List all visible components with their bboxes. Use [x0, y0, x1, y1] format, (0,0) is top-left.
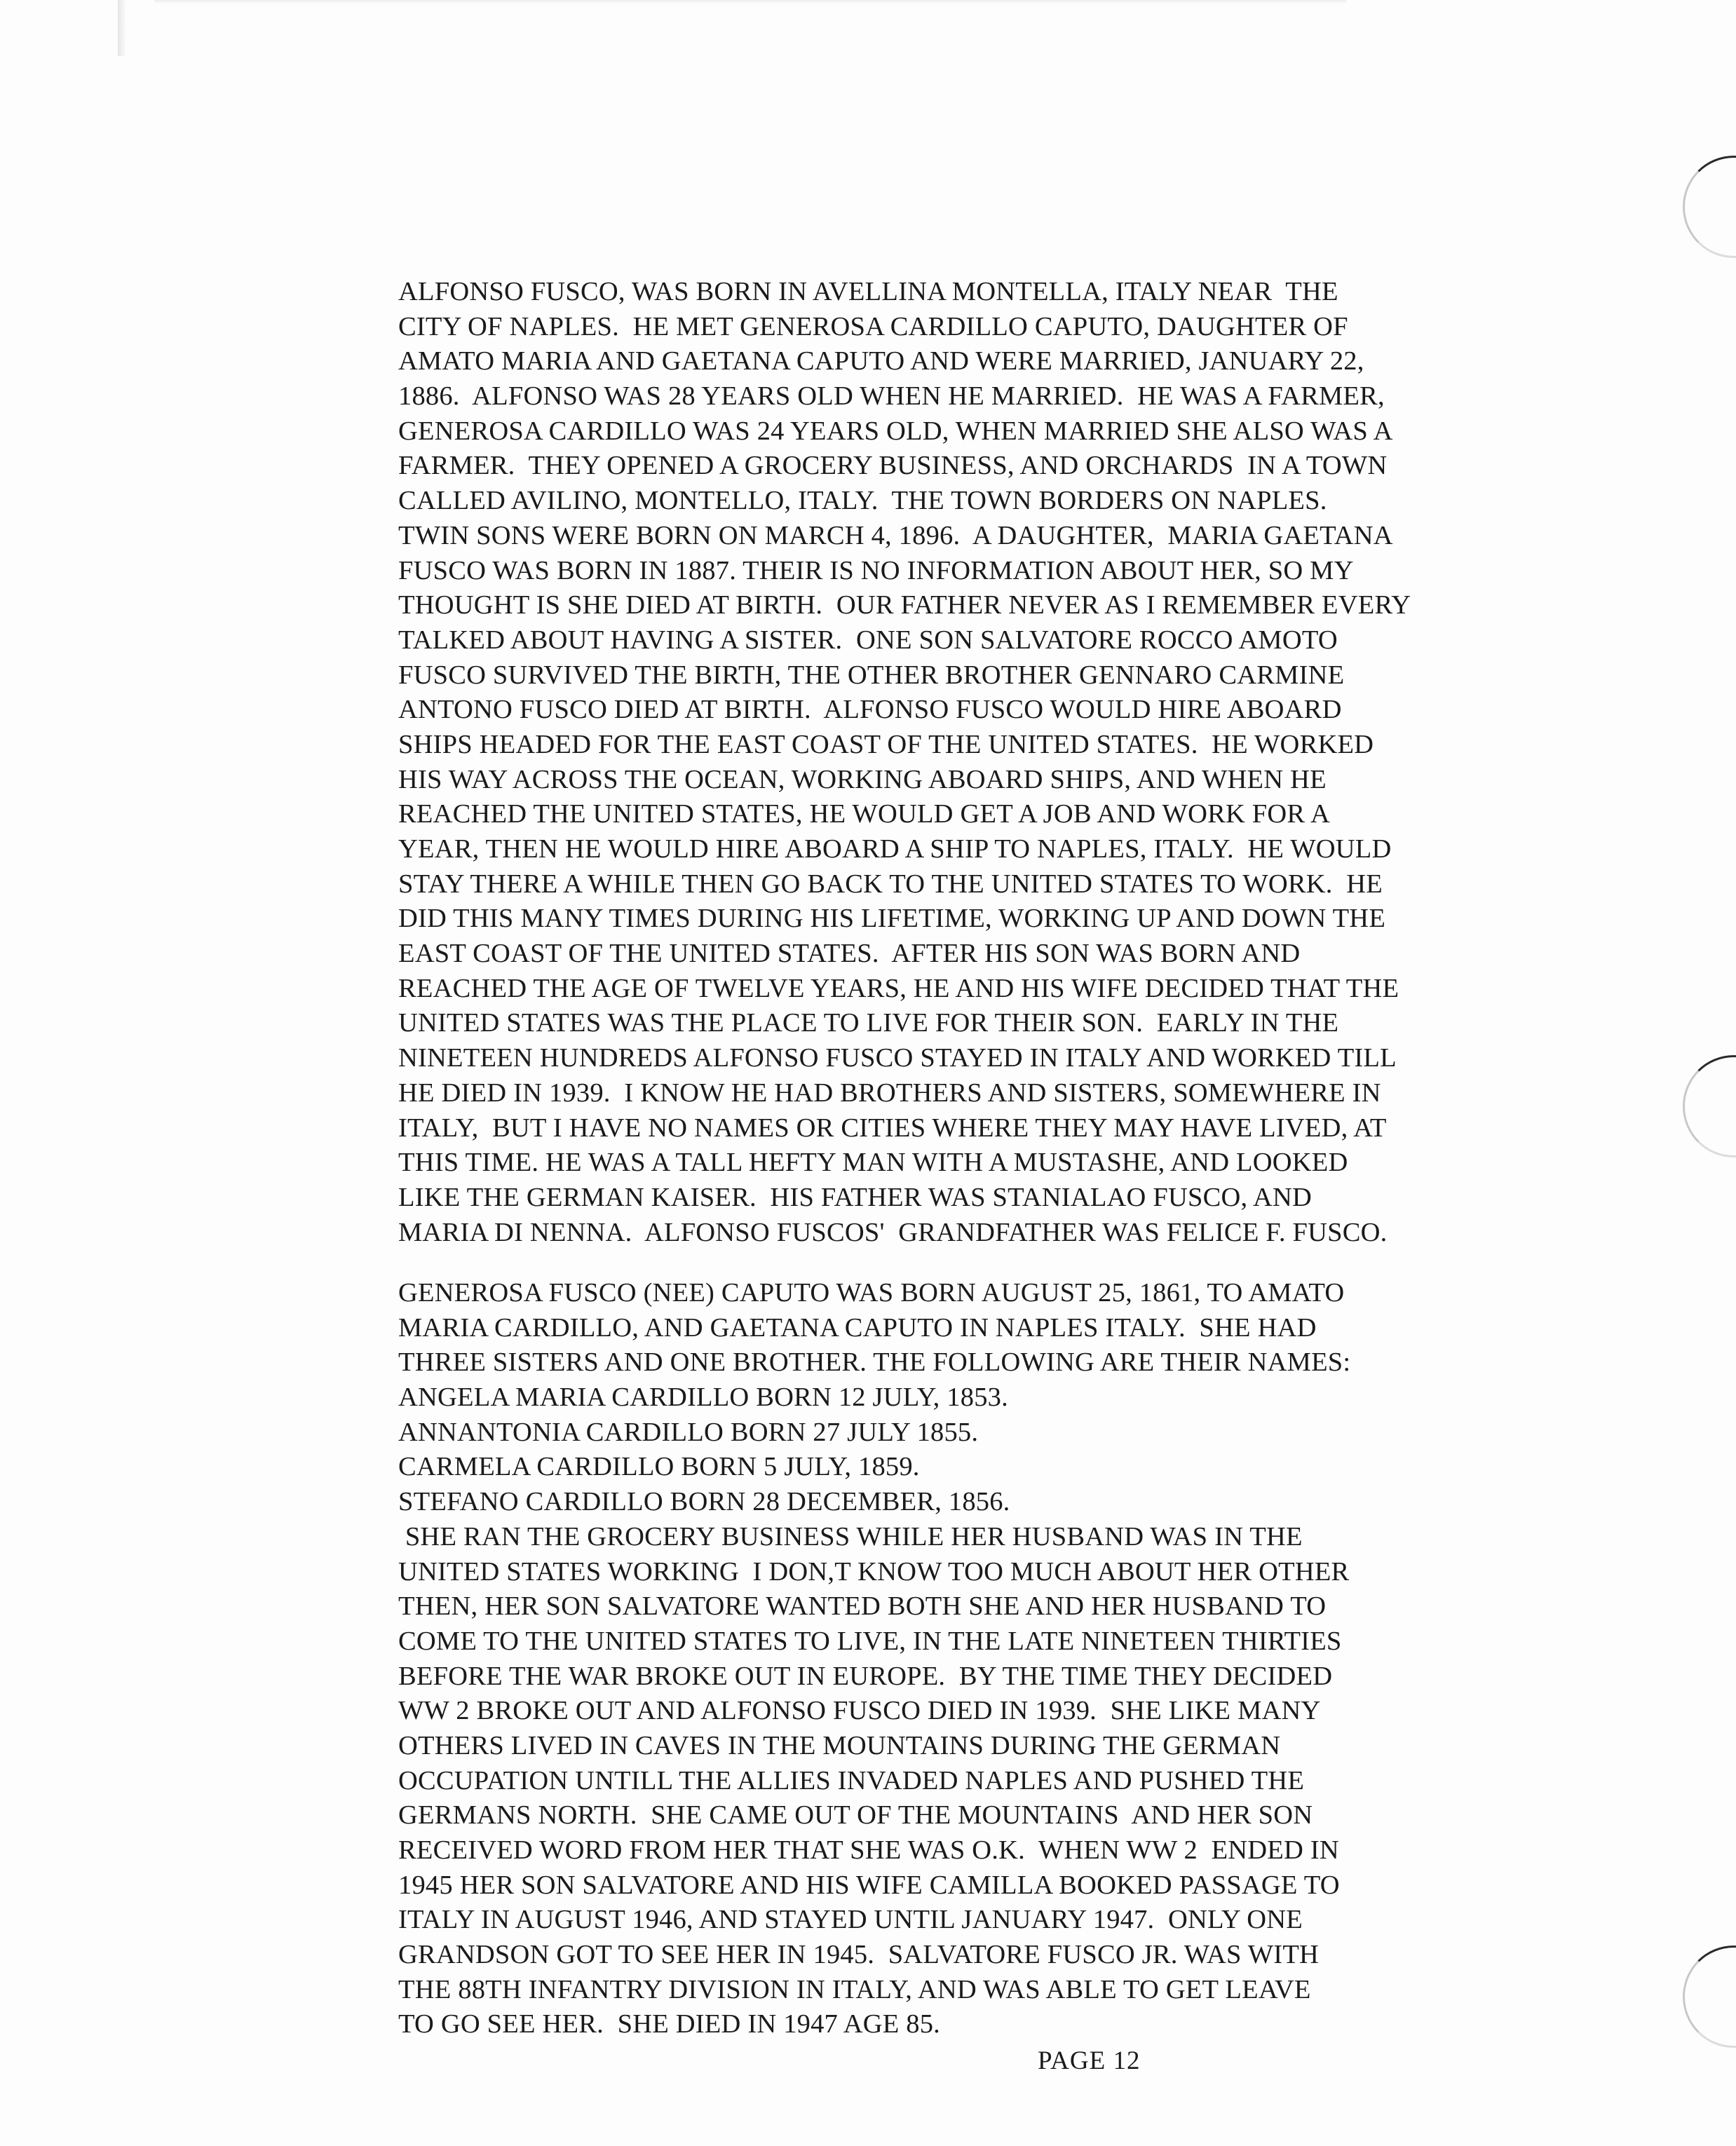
text-line: GENEROSA FUSCO (NEE) CAPUTO WAS BORN AUGUST 25, 1861, TO AMATO: [398, 1278, 1345, 1308]
text-line: 1886. ALFONSO WAS 28 YEARS OLD WHEN HE MARRIED. HE WAS A FARMER,: [398, 381, 1385, 412]
text-line: ALFONSO FUSCO, WAS BORN IN AVELLINA MONTELLA, ITALY NEAR THE: [398, 277, 1338, 306]
binder-punch-hole: [1683, 1945, 1736, 2048]
text-line: ITALY IN AUGUST 1946, AND STAYED UNTIL JANUARY 1947. ONLY ONE: [398, 1905, 1303, 1935]
text-line: CITY OF NAPLES. HE MET GENEROSA CARDILLO CAPUTO, DAUGHTER OF: [398, 311, 1348, 341]
text-line: GERMANS NORTH. SHE CAME OUT OF THE MOUNTAINS AND HER SON: [398, 1800, 1313, 1831]
text-line: STAY THERE A WHILE THEN GO BACK TO THE UNITED STATES TO WORK. HE: [398, 869, 1383, 899]
text-line: THOUGHT IS SHE DIED AT BIRTH. OUR FATHER NEVER AS I REMEMBER EVERY: [398, 590, 1411, 620]
text-line: THIS TIME. HE WAS A TALL HEFTY MAN WITH A MUSTASHE, AND LOOKED: [398, 1148, 1348, 1178]
page-number: PAGE 12: [1038, 2046, 1141, 2075]
text-line: CARMELA CARDILLO BORN 5 JULY, 1859.: [398, 1452, 920, 1482]
text-line: GRANDSON GOT TO SEE HER IN 1945. SALVATORE FUSCO JR. WAS WITH: [398, 1940, 1320, 1970]
text-line: OCCUPATION UNTILL THE ALLIES INVADED NAPLES AND PUSHED THE: [398, 1765, 1305, 1795]
text-line: THEN, HER SON SALVATORE WANTED BOTH SHE AND HER HUSBAND TO: [398, 1591, 1327, 1622]
binder-punch-hole: [1683, 156, 1736, 258]
text-line: UNITED STATES WAS THE PLACE TO LIVE FOR THEIR SON. EARLY IN THE: [398, 1008, 1339, 1038]
text-line: FUSCO SURVIVED THE BIRTH, THE OTHER BROTHER GENNARO CARMINE: [398, 660, 1345, 690]
text-line: 1945 HER SON SALVATORE AND HIS WIFE CAMILLA BOOKED PASSAGE TO: [398, 1870, 1340, 1900]
text-line: REACHED THE AGE OF TWELVE YEARS, HE AND HIS WIFE DECIDED THAT THE: [398, 973, 1399, 1003]
text-line: GENEROSA CARDILLO WAS 24 YEARS OLD, WHEN MARRIED SHE ALSO WAS A: [398, 416, 1393, 446]
text-line: NINETEEN HUNDREDS ALFONSO FUSCO STAYED IN ITALY AND WORKED TILL: [398, 1043, 1397, 1073]
text-line: HIS WAY ACROSS THE OCEAN, WORKING ABOARD SHIPS, AND WHEN HE: [398, 764, 1327, 794]
text-line: AMATO MARIA AND GAETANA CAPUTO AND WERE MARRIED, JANUARY 22,: [398, 346, 1364, 376]
text-line: BEFORE THE WAR BROKE OUT IN EUROPE. BY THE TIME THEY DECIDED: [398, 1661, 1333, 1691]
text-line: FARMER. THEY OPENED A GROCERY BUSINESS, AND ORCHARDS IN A TOWN: [398, 451, 1388, 481]
paragraph-generosa-fusco: [398, 1276, 1513, 2042]
text-line: HE DIED IN 1939. I KNOW HE HAD BROTHERS AND SISTERS, SOMEWHERE IN: [398, 1078, 1381, 1108]
text-line: STEFANO CARDILLO BORN 28 DECEMBER, 1856.: [398, 1487, 1010, 1517]
text-line: OTHERS LIVED IN CAVES IN THE MOUNTAINS DURING THE GERMAN: [398, 1730, 1281, 1760]
text-line: WW 2 BROKE OUT AND ALFONSO FUSCO DIED IN 1939. SHE LIKE MANY: [398, 1696, 1321, 1726]
text-line: EAST COAST OF THE UNITED STATES. AFTER HIS SON WAS BORN AND: [398, 939, 1301, 969]
text-line: UNITED STATES WORKING I DON,T KNOW TOO MUCH ABOUT HER OTHER: [398, 1556, 1350, 1587]
text-line: CALLED AVILINO, MONTELLO, ITALY. THE TOWN BORDERS ON NAPLES.: [398, 486, 1327, 516]
text-line: YEAR, THEN HE WOULD HIRE ABOARD A SHIP TO NAPLES, ITALY. HE WOULD: [398, 834, 1392, 864]
binder-punch-hole: [1683, 1055, 1736, 1157]
text-line: ANNANTONIA CARDILLO BORN 27 JULY 1855.: [398, 1417, 979, 1447]
text-line: REACHED THE UNITED STATES, HE WOULD GET A JOB AND WORK FOR A: [398, 799, 1331, 829]
text-line: TWIN SONS WERE BORN ON MARCH 4, 1896. A DAUGHTER, MARIA GAETANA: [398, 520, 1393, 550]
text-line: SHE RAN THE GROCERY BUSINESS WHILE HER HUSBAND WAS IN THE: [398, 1521, 1303, 1551]
text-line: TALKED ABOUT HAVING A SISTER. ONE SON SALVATORE ROCCO AMOTO: [398, 625, 1338, 655]
text-line: DID THIS MANY TIMES DURING HIS LIFETIME, WORKING UP AND DOWN THE: [398, 904, 1386, 934]
text-line: ANGELA MARIA CARDILLO BORN 12 JULY, 1853.: [398, 1383, 1008, 1413]
text-line: FUSCO WAS BORN IN 1887. THEIR IS NO INFORMATION ABOUT HER, SO MY: [398, 555, 1354, 585]
text-line: SHIPS HEADED FOR THE EAST COAST OF THE UNITED STATES. HE WORKED: [398, 729, 1374, 759]
paragraph-alfonso-fusco: [398, 275, 1513, 1250]
text-line: LIKE THE GERMAN KAISER. HIS FATHER WAS STANIALAO FUSCO, AND: [398, 1182, 1313, 1212]
scan-top-shadow: [154, 0, 1346, 4]
text-line: MARIA CARDILLO, AND GAETANA CAPUTO IN NAPLES ITALY. SHE HAD: [398, 1312, 1317, 1343]
text-line: RECEIVED WORD FROM HER THAT SHE WAS O.K. WHEN WW 2 ENDED IN: [398, 1835, 1339, 1865]
text-line: COME TO THE UNITED STATES TO LIVE, IN THE LATE NINETEEN THIRTIES: [398, 1626, 1342, 1656]
text-line: ANTONO FUSCO DIED AT BIRTH. ALFONSO FUSCO WOULD HIRE ABOARD: [398, 695, 1342, 725]
text-line: ITALY, BUT I HAVE NO NAMES OR CITIES WHERE THEY MAY HAVE LIVED, AT: [398, 1113, 1387, 1143]
text-line: MARIA DI NENNA. ALFONSO FUSCOS' GRANDFATHER WAS FELICE F. FUSCO.: [398, 1217, 1388, 1247]
text-line: THE 88TH INFANTRY DIVISION IN ITALY, AND WAS ABLE TO GET LEAVE: [398, 1974, 1311, 2004]
text-line: TO GO SEE HER. SHE DIED IN 1947 AGE 85.: [398, 2009, 940, 2039]
text-line: THREE SISTERS AND ONE BROTHER. THE FOLLOWING ARE THEIR NAMES:: [398, 1347, 1351, 1378]
scan-edge-shadow: [118, 0, 125, 56]
